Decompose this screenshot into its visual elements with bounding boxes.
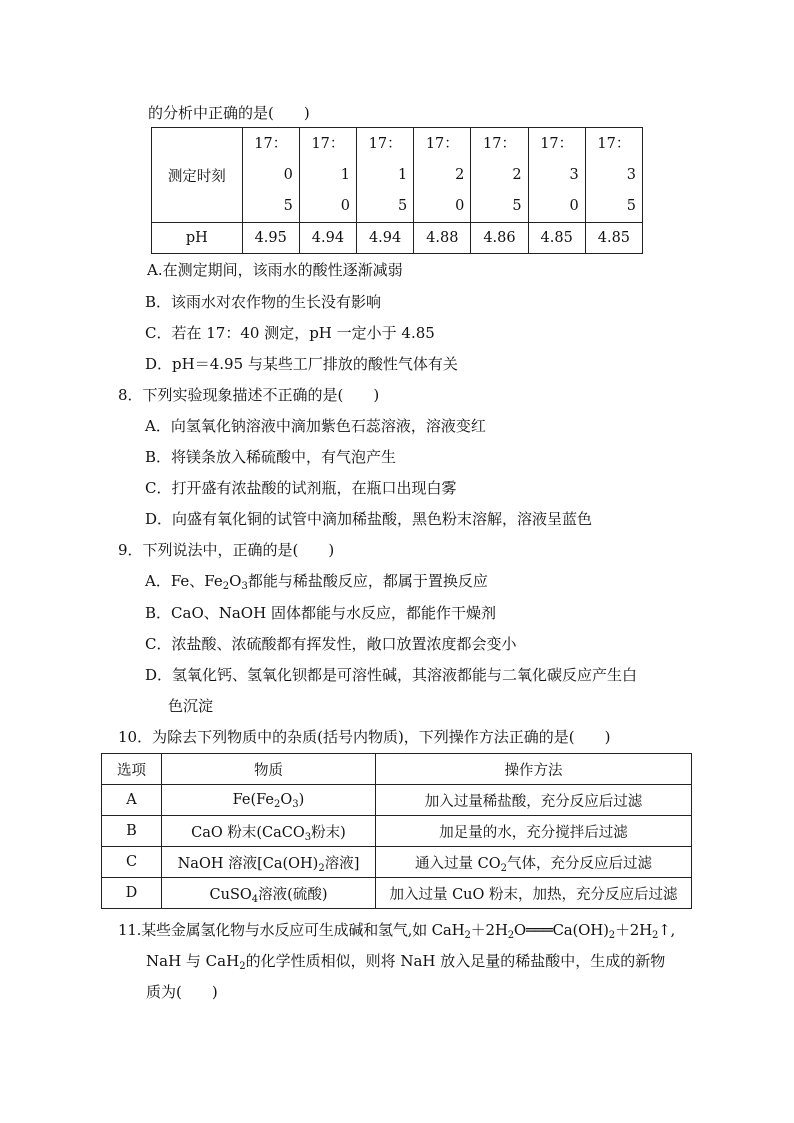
table-row bbox=[102, 754, 692, 785]
option-cell: D bbox=[102, 878, 162, 909]
ph-cell: 4.95 bbox=[242, 223, 299, 254]
q7-option-b: B．该雨水对农作物的生长没有影响 bbox=[145, 293, 382, 311]
q7-option-d: D．pH＝4.95 与某些工厂排放的酸性气体有关 bbox=[145, 355, 458, 373]
table-row bbox=[152, 223, 643, 254]
ph-cell: 4.85 bbox=[528, 223, 585, 254]
ph-table bbox=[151, 127, 643, 254]
table-row bbox=[102, 785, 692, 816]
substance-cell: NaOH 溶液[$Ca(OH)_2$溶液] bbox=[162, 847, 376, 878]
q9-stem: 9．下列说法中，正确的是( ) bbox=[118, 541, 335, 559]
ph-cell: 4.88 bbox=[414, 223, 471, 254]
time-cell: 17： 3 5 bbox=[585, 128, 642, 223]
option-cell: A bbox=[102, 785, 162, 816]
time-cell: 17： 1 0 bbox=[299, 128, 356, 223]
method-cell: 加足量的水，充分搅拌后过滤 bbox=[376, 816, 692, 847]
table-row bbox=[102, 847, 692, 878]
header-substance: 物质 bbox=[162, 754, 376, 785]
ph-cell: 4.86 bbox=[471, 223, 528, 254]
table-row bbox=[102, 816, 692, 847]
q7-option-a: A.在测定期间，该雨水的酸性逐渐减弱 bbox=[147, 261, 403, 279]
ph-cell: 4.94 bbox=[357, 223, 414, 254]
substance-cell: CaO 粉末(CaCO$_3$粉末) bbox=[162, 816, 376, 847]
q9-option-d: D．氢氧化钙、氢氧化钡都是可溶性碱，其溶液都能与二氧化碳反应产生白 bbox=[145, 666, 638, 684]
method-cell: 加入过量 CuO 粉末，加热，充分反应后过滤 bbox=[376, 878, 692, 909]
q8-option-d: D．向盛有氧化铜的试管中滴加稀盐酸，黑色粉末溶解，溶液呈蓝色 bbox=[145, 510, 593, 528]
q8-option-b: B．将镁条放入稀硫酸中，有气泡产生 bbox=[145, 448, 397, 466]
q9-option-b: B．CaO、NaOH 固体都能与水反应，都能作干燥剂 bbox=[145, 604, 496, 622]
substance-cell: CuSO$_4$溶液(硫酸) bbox=[162, 878, 376, 909]
time-header: 测定时刻 bbox=[152, 128, 243, 223]
time-cell: 17： 1 5 bbox=[357, 128, 414, 223]
q7-option-c: C．若在 17：40 测定，pH 一定小于 4.85 bbox=[145, 324, 435, 342]
q11-line-2: NaH 与 CaH$_2$的化学性质相似，则将 NaH 放入足量的稀盐酸中，生成的新物 bbox=[146, 952, 666, 972]
impurity-table bbox=[101, 753, 692, 909]
q9-option-d-cont: 色沉淀 bbox=[168, 697, 214, 715]
ph-cell: 4.85 bbox=[585, 223, 642, 254]
time-cell: 17： 3 0 bbox=[528, 128, 585, 223]
time-cell: 17： 2 0 bbox=[414, 128, 471, 223]
time-cell: 17： 2 5 bbox=[471, 128, 528, 223]
q11-line-1: 11.某些金属氢化物与水反应可生成碱和氢气,如 $CaH_2+2H_2O═══Ca(OH)_2+2H_2↑$, bbox=[118, 921, 676, 941]
header-method: 操作方法 bbox=[376, 754, 692, 785]
header-option: 选项 bbox=[102, 754, 162, 785]
q9-option-a: A．Fe、$Fe_2O_3$都能与稀盐酸反应，都属于置换反应 bbox=[145, 572, 488, 592]
q8-stem: 8．下列实验现象描述不正确的是( ) bbox=[118, 386, 380, 404]
table-row bbox=[152, 128, 643, 223]
ph-cell: 4.94 bbox=[299, 223, 356, 254]
q10-stem: 10．为除去下列物质中的杂质(括号内物质)，下列操作方法正确的是( ) bbox=[118, 728, 611, 746]
ph-header: pH bbox=[152, 223, 243, 254]
method-cell: 通入过量 $CO_2$气体，充分反应后过滤 bbox=[376, 847, 692, 878]
substance-cell: $Fe(Fe_2O_3)$ bbox=[162, 785, 376, 816]
q7-lead: 的分析中正确的是( ) bbox=[148, 104, 310, 122]
option-cell: C bbox=[102, 847, 162, 878]
method-cell: 加入过量稀盐酸，充分反应后过滤 bbox=[376, 785, 692, 816]
time-cell: 17： 0 5 bbox=[242, 128, 299, 223]
q9-option-c: C．浓盐酸、浓硫酸都有挥发性，敞口放置浓度都会变小 bbox=[145, 635, 517, 653]
q11-line-3: 质为( ) bbox=[146, 983, 218, 1001]
q8-option-a: A．向氢氧化钠溶液中滴加紫色石蕊溶液，溶液变红 bbox=[145, 417, 486, 435]
option-cell: B bbox=[102, 816, 162, 847]
table-row bbox=[102, 878, 692, 909]
q8-option-c: C．打开盛有浓盐酸的试剂瓶，在瓶口出现白雾 bbox=[145, 479, 457, 497]
